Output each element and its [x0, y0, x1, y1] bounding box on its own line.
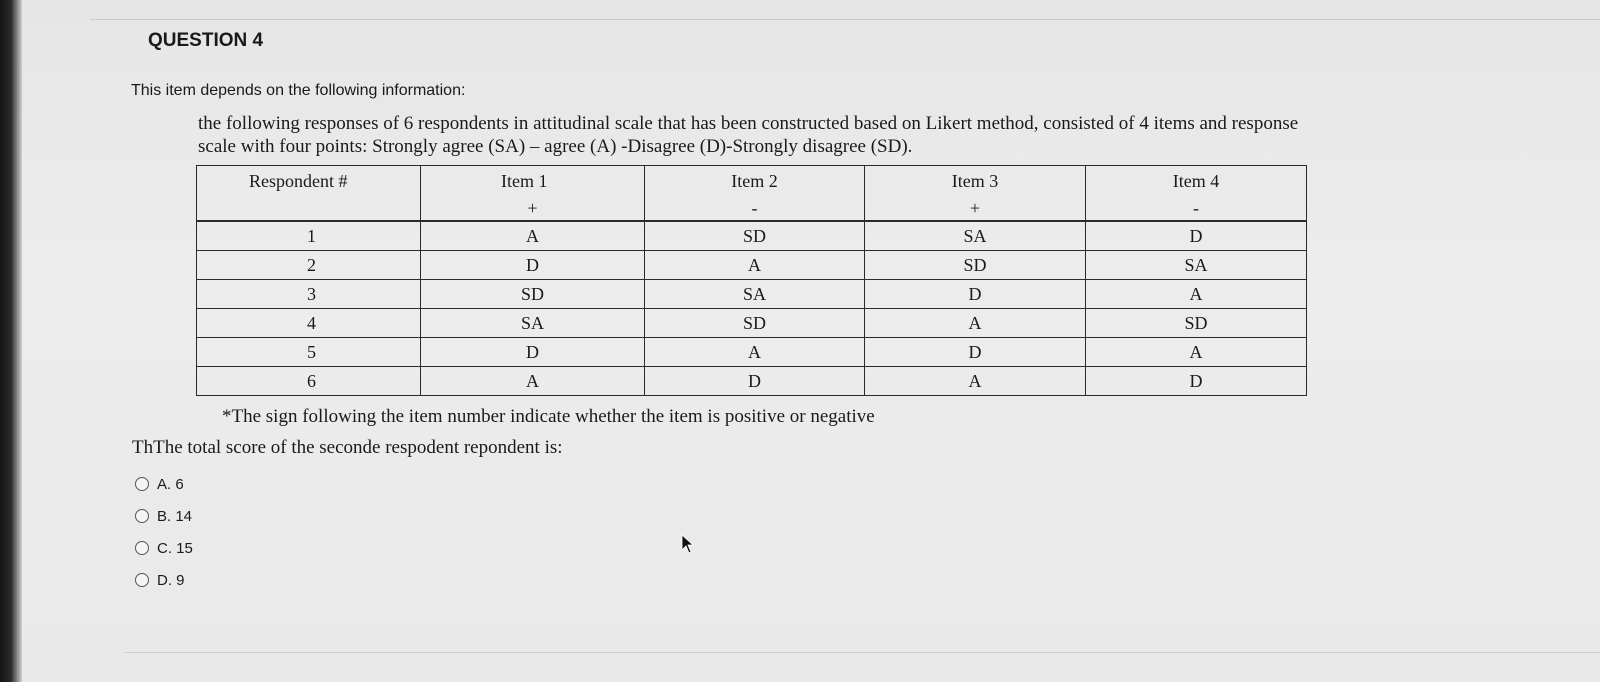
response-cell: A [1086, 338, 1307, 367]
response-cell: SD [865, 251, 1086, 280]
table-row [197, 251, 1307, 280]
response-cell: A [645, 251, 865, 280]
mouse-pointer-icon [680, 534, 696, 554]
response-cell: D [865, 280, 1086, 309]
response-cell: A [421, 367, 645, 396]
sign-item-4: - [1086, 196, 1307, 221]
respondent-number: 4 [197, 309, 421, 338]
header-respondent: Respondent # [197, 166, 421, 197]
table-row [197, 338, 1307, 367]
response-cell: D [1086, 221, 1307, 251]
header-item-1: Item 1 [421, 166, 645, 197]
option-b[interactable] [135, 500, 193, 532]
information-line-1: the following responses of 6 respondents in attitudinal scale that has been constructed based on Likert method, consisted of 4 items and response [198, 113, 1299, 134]
header-item-2: Item 2 [645, 166, 865, 197]
radio-icon[interactable] [135, 477, 149, 491]
question-divider-top [90, 19, 1600, 20]
radio-icon[interactable] [135, 541, 149, 555]
response-cell: SD [645, 221, 865, 251]
header-item-4: Item 4 [1086, 166, 1307, 197]
response-cell: SA [645, 280, 865, 309]
response-cell: A [421, 221, 645, 251]
sign-footnote: *The sign following the item number indicate whether the item is positive or negative [222, 406, 875, 427]
table-row [197, 367, 1307, 396]
table-header-row [197, 166, 1307, 197]
question-information [198, 112, 1488, 158]
screen-bezel [0, 0, 22, 682]
response-cell: D [421, 338, 645, 367]
response-cell: SA [1086, 251, 1307, 280]
respondent-number: 5 [197, 338, 421, 367]
sign-respondent [197, 196, 421, 221]
response-cell: SD [421, 280, 645, 309]
radio-icon[interactable] [135, 509, 149, 523]
responses-table [196, 165, 1307, 396]
question-divider-bottom [125, 652, 1600, 653]
radio-icon[interactable] [135, 573, 149, 587]
response-cell: SA [865, 221, 1086, 251]
response-cell: SD [645, 309, 865, 338]
sign-item-3: + [865, 196, 1086, 221]
table-row [197, 221, 1307, 251]
table-sign-row [197, 196, 1307, 221]
response-cell: A [645, 338, 865, 367]
sign-item-2: - [645, 196, 865, 221]
response-cell: SD [1086, 309, 1307, 338]
question-prompt: ThThe total score of the seconde respodent repondent is: [132, 437, 563, 458]
table-row [197, 280, 1307, 309]
sign-item-1: + [421, 196, 645, 221]
response-cell: D [645, 367, 865, 396]
header-item-3: Item 3 [865, 166, 1086, 197]
table-row [197, 309, 1307, 338]
option-label[interactable]: B. 14 [157, 507, 193, 525]
respondent-number: 2 [197, 251, 421, 280]
respondent-number: 3 [197, 280, 421, 309]
response-cell: D [1086, 367, 1307, 396]
question-number: QUESTION 4 [148, 30, 264, 51]
option-a[interactable] [135, 468, 193, 500]
response-cell: A [865, 367, 1086, 396]
option-label[interactable]: A. 6 [157, 475, 184, 493]
option-label[interactable]: D. 9 [157, 571, 185, 589]
question-intro: This item depends on the following information: [131, 82, 466, 99]
response-cell: A [1086, 280, 1307, 309]
option-d[interactable] [135, 564, 193, 596]
answer-options [135, 468, 193, 596]
response-cell: D [865, 338, 1086, 367]
response-cell: SA [421, 309, 645, 338]
option-label[interactable]: C. 15 [157, 539, 193, 557]
respondent-number: 1 [197, 221, 421, 251]
respondent-number: 6 [197, 367, 421, 396]
information-line-2: scale with four points: Strongly agree (SA) – agree (A) -Disagree (D)-Strongly disagree (SD). [198, 136, 913, 157]
response-cell: D [421, 251, 645, 280]
response-cell: A [865, 309, 1086, 338]
option-c[interactable] [135, 532, 193, 564]
